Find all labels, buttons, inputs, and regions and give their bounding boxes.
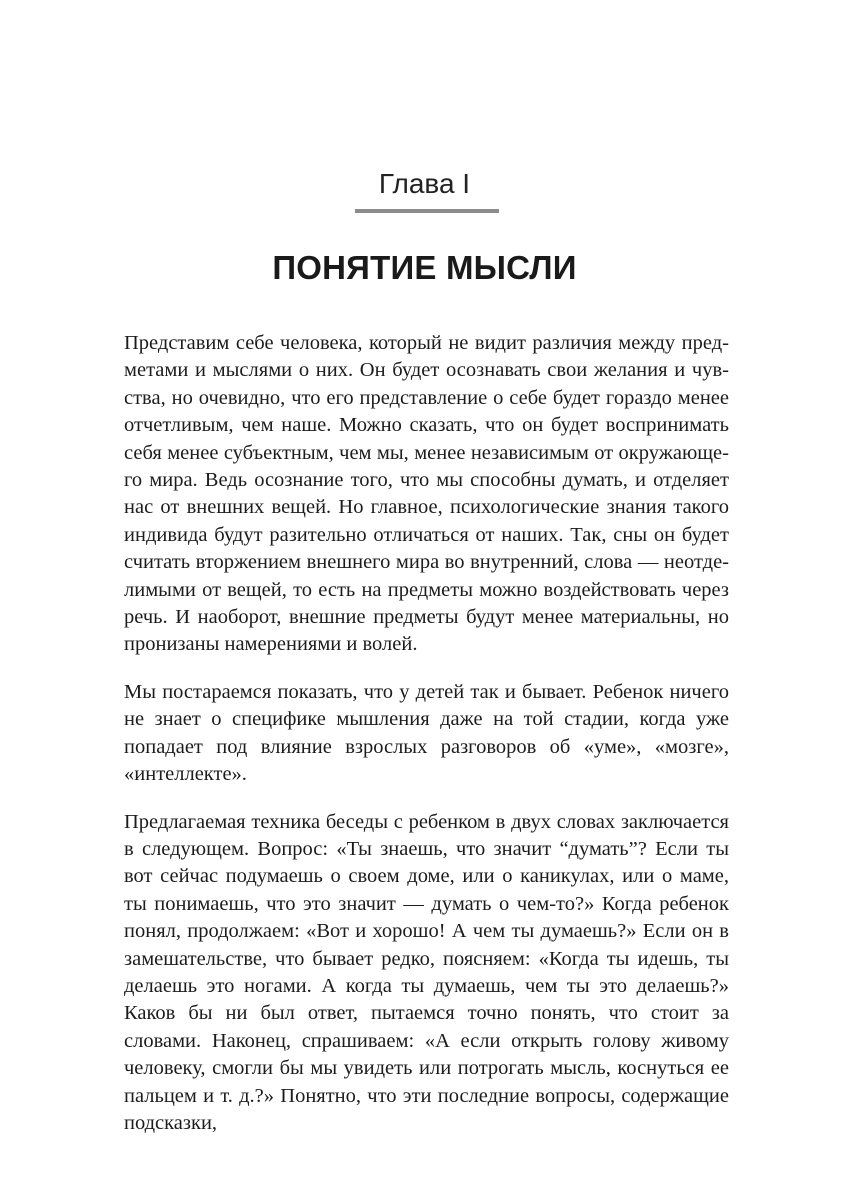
chapter-divider — [355, 209, 499, 213]
chapter-label: Глава I — [378, 168, 471, 199]
body-text — [124, 330, 729, 1137]
paragraph-1: Представим себе человека, который не видит различия между предметами и мыслями о них. Он будет осознавать свои желания и чувства, но очевидно, что его представление о себе будет гораздо менее отчетливым, чем наше. Можно сказать, что он будет воспринимать себя менее субъектным, чем мы, менее независимым от окружающего мира. Ведь осознание того, что мы способны думать, и отделяет нас от внешних вещей. Но главное, психологические знания такого индивида будут разительно отличаться от наших. Так, сны он будет считать вторжением внешнего мира во внутренний, слова — неотделимыми от вещей, то есть на предметы можно воздействовать через речь. И наоборот, внешние предметы будут менее материальны, но пронизаны намерениями и волей. — [124, 332, 729, 656]
paragraph-3: Предлагаемая техника беседы с ребенком в двух словах заключается в следующем. Вопрос: «Ты знаешь, что значит “думать”? Если ты вот сейчас подумаешь о своем доме, или о каникулах, или о маме, ты понимаешь, что это значит — думать о чем-то?» Когда ребенок понял, продолжаем: «Вот и хорошо! А чем ты думаешь?» Если он в замешательстве, что бывает редко, поясняем: «Когда ты идешь, ты делаешь это ногами. А когда ты думаешь, чем ты это делаешь?» Каков бы ни был ответ, пытаемся точно понять, что стоит за словами. Наконец, спрашиваем: «А если открыть голову живому человеку, смогли бы мы увидеть или потрогать мысль, коснуться ее пальцем и т. д.?» Понятно, что эти последние вопросы, содержащие подсказки, — [124, 810, 729, 1134]
paragraph-2: Мы постараемся показать, что у детей так и бывает. Ребенок ничего не знает о специфике мышления даже на той стадии, когда уже попадает под влияние взрослых разговоров об «уме», «мозге», «интеллекте». — [124, 680, 729, 786]
chapter-title: ПОНЯТИЕ МЫСЛИ — [272, 249, 577, 286]
